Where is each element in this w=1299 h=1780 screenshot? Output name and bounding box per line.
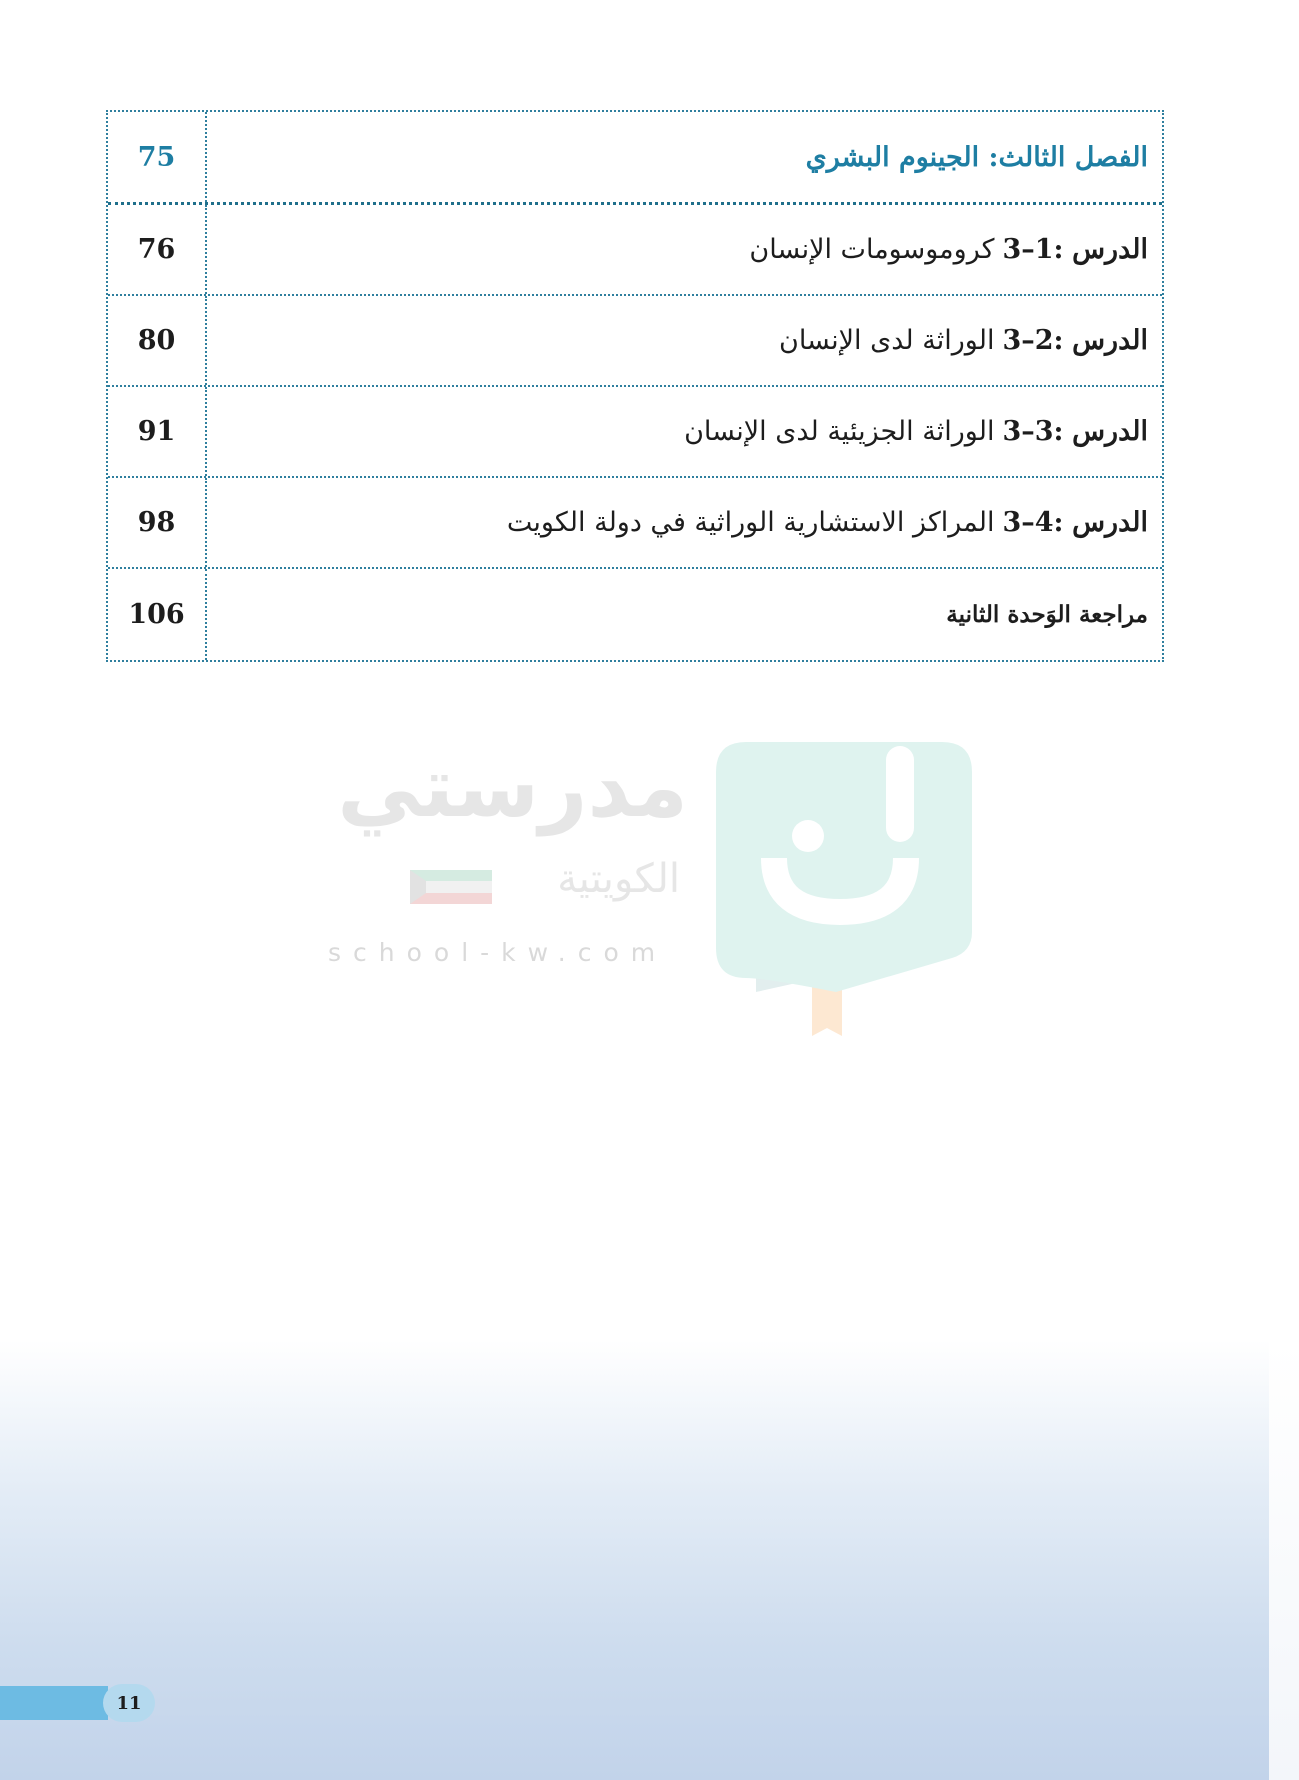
lesson-title <box>207 205 1162 294</box>
toc-lesson-row[interactable] <box>108 478 1162 569</box>
page-edge <box>1269 1340 1299 1780</box>
toc-lesson-row[interactable] <box>108 387 1162 478</box>
lesson-code: 3–4: <box>1002 507 1064 538</box>
lesson-name: الوراثة لدى الإنسان <box>778 325 995 356</box>
kuwait-flag-icon <box>410 870 492 904</box>
lesson-code: 3–2: <box>1002 325 1064 356</box>
chapter-page-number: 75 <box>108 112 207 202</box>
lesson-page-number: 91 <box>108 387 207 476</box>
lesson-page-number: 98 <box>108 478 207 567</box>
page-number: 11 <box>103 1684 155 1722</box>
lesson-name: المراكز الاستشارية الوراثية في دولة الكويت <box>506 507 995 538</box>
watermark <box>320 738 980 1038</box>
toc-lesson-row[interactable] <box>108 205 1162 296</box>
toc-lesson-row[interactable] <box>108 296 1162 387</box>
lesson-page-number: 76 <box>108 205 207 294</box>
lesson-code: 3–3: <box>1002 416 1064 447</box>
lesson-title <box>207 478 1162 567</box>
review-title: مراجعة الوَحدة الثانية <box>946 601 1148 628</box>
lesson-page-number: 80 <box>108 296 207 385</box>
lesson-name: كروموسومات الإنسان <box>749 234 995 265</box>
page-tab <box>0 1686 108 1720</box>
lesson-title <box>207 296 1162 385</box>
lesson-prefix: الدرس <box>1072 325 1148 356</box>
lesson-name: الوراثة الجزيئية لدى الإنسان <box>684 416 995 447</box>
watermark-subtitle: الكويتية <box>557 856 680 902</box>
lesson-prefix: الدرس <box>1072 507 1148 538</box>
lesson-prefix: الدرس <box>1072 234 1148 265</box>
watermark-name: مدرستي <box>337 738 688 836</box>
chapter-title: الفصل الثالث: الجينوم البشري <box>805 141 1148 173</box>
lesson-title <box>207 387 1162 476</box>
school-logo-icon <box>716 742 976 1042</box>
lesson-prefix: الدرس <box>1072 416 1148 447</box>
toc-chapter-row[interactable] <box>108 112 1162 205</box>
table-of-contents <box>106 110 1164 662</box>
review-page-number: 106 <box>108 569 207 660</box>
toc-review-row[interactable] <box>108 569 1162 660</box>
page-background-gradient <box>0 1340 1299 1780</box>
lesson-code: 3–1: <box>1002 234 1064 265</box>
watermark-url: school-kw.com <box>328 938 668 967</box>
